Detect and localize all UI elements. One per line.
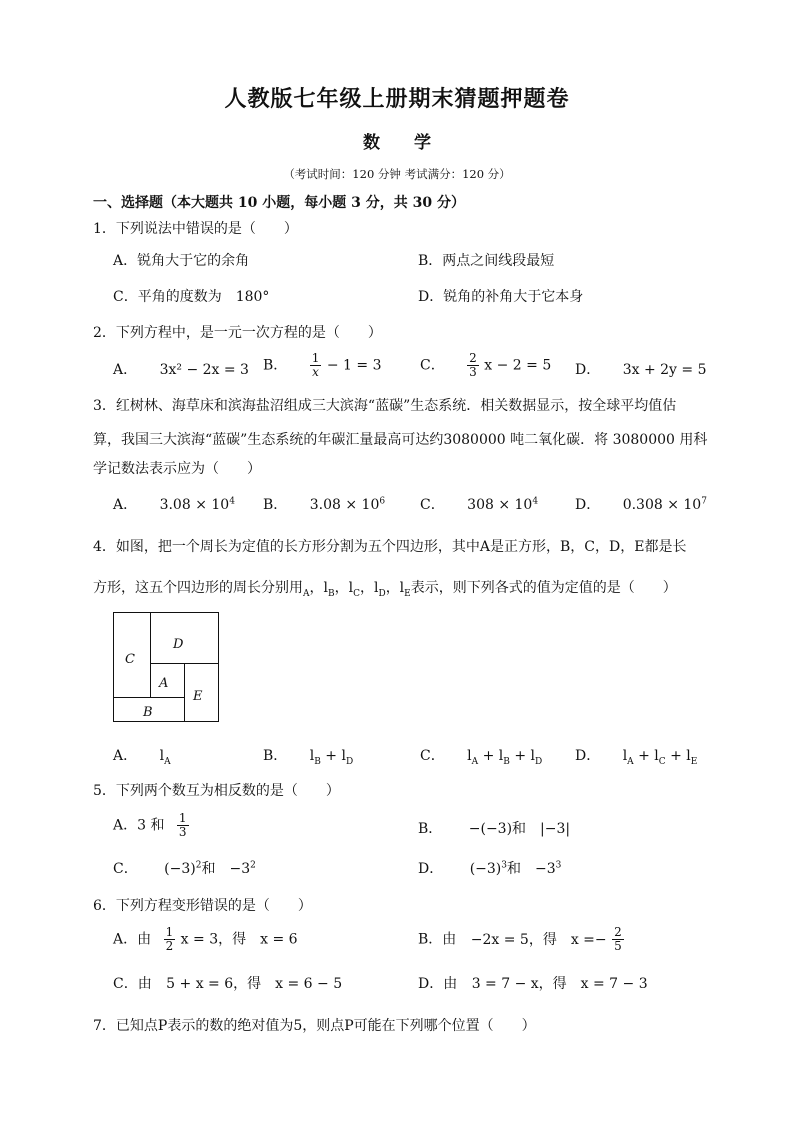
math-run: + l: [665, 748, 691, 764]
q4-option-a: [113, 745, 171, 767]
question-1-stem: 1．下列说法中错误的是（ ）: [93, 221, 298, 237]
q3-d-base: 0.308 × 10: [622, 497, 702, 513]
option-label: C．: [420, 357, 445, 374]
exam-info: （考试时间：120 分钟 考试满分：120 分）: [283, 167, 511, 181]
text-run: ，l: [359, 580, 379, 596]
q6-option-c: [113, 973, 342, 993]
superscript: 3: [501, 860, 507, 871]
math-run: 3 = 7 − x，得 x = 7 − 3: [471, 976, 648, 992]
math-run: l: [467, 748, 472, 764]
math-run: l: [159, 748, 165, 764]
q4-option-c: [420, 745, 542, 767]
denominator: 5: [614, 939, 622, 953]
q6-option-d: [418, 973, 648, 993]
math-run: + l: [633, 748, 659, 764]
question-4-line-1: 4．如图，把一个周长为定值的长方形分割为五个四边形，其中A是正方形，B，C，D，E都是长: [93, 539, 687, 555]
subscript: D: [378, 588, 386, 599]
option-label: C．: [420, 497, 445, 513]
math-run: l: [622, 748, 628, 764]
option-label: D．: [575, 748, 601, 764]
subscript: E: [404, 588, 411, 599]
superscript: 2: [250, 860, 256, 871]
section-heading: 一、选择题（本大题共 10 小题，每小题 3 分，共 30 分）: [93, 195, 465, 211]
subscript: B: [314, 756, 321, 767]
text-run: ，l: [385, 580, 405, 596]
option-label: D．: [418, 861, 444, 877]
q3-option-c: [420, 494, 538, 514]
q1-option-c: C．平角的度数为 180°: [113, 289, 270, 305]
question-4-line-2: [93, 577, 677, 599]
q6-b-fraction: [612, 926, 624, 953]
q3-b-exp: 6: [379, 496, 386, 507]
math-run: + l: [478, 748, 504, 764]
option-label: A．: [113, 362, 138, 378]
q2-c-fraction: [467, 352, 479, 379]
option-label: B．: [418, 821, 443, 837]
option-label: D．: [575, 362, 601, 378]
option-label: D．由: [418, 976, 458, 992]
subscript: A: [164, 756, 171, 767]
math-run: l: [309, 748, 315, 764]
numerator: 1: [178, 811, 187, 825]
option-label: A．3 和: [113, 817, 165, 834]
q2-a-expr: 3x² − 2x = 3: [159, 362, 249, 378]
text-run: ，l: [334, 580, 354, 596]
q5-option-b: [418, 818, 570, 838]
text-run: 表示，则下列各式的值为定值的是（ ）: [410, 580, 677, 596]
denominator: 2: [165, 939, 174, 953]
numerator: 2: [614, 925, 622, 939]
subscript: C: [658, 756, 666, 767]
outer-rectangle: [114, 613, 219, 722]
question-3-line-1: 3．红树林、海草床和滨海盐沼组成三大滨海“蓝碳”生态系统．相关数据显示，按全球平均值估: [93, 398, 677, 414]
q2-d-expr: 3x + 2y = 5: [622, 362, 707, 378]
q2-option-c: [420, 352, 551, 379]
superscript: 2: [195, 860, 202, 871]
q2-b-fraction: [310, 352, 322, 379]
q1-option-a: A．锐角大于它的余角: [113, 253, 250, 269]
question-2-stem: 2．下列方程中，是一元一次方程的是（ ）: [93, 325, 382, 341]
question-6-stem: 6．下列方程变形错误的是（ ）: [93, 898, 312, 914]
option-label: C．: [113, 861, 138, 877]
option-label: B．由: [418, 931, 457, 948]
q1-option-d: D．锐角的补角大于它本身: [418, 289, 584, 305]
denominator: 3: [178, 825, 187, 839]
option-label: D．: [575, 497, 601, 513]
option-label: C．由: [113, 976, 152, 992]
q3-c-exp: 4: [532, 496, 539, 507]
q5-option-c: [113, 858, 256, 878]
subscript: D: [535, 756, 543, 767]
page-title: 人教版七年级上册期末猜题押题卷: [224, 86, 570, 112]
q6-a-fraction: [164, 926, 176, 953]
option-label: C．: [420, 748, 445, 764]
q6-option-b: [418, 926, 625, 953]
text-run: ，l: [309, 580, 328, 596]
q4-option-b: [263, 745, 353, 767]
math-run: 5 + x = 6，得 x = 6 − 5: [166, 976, 343, 992]
rectangle-partition-figure: [113, 612, 219, 722]
q3-c-base: 308 × 10: [467, 497, 533, 513]
figure-svg: [113, 612, 219, 722]
math-run: 和 −3: [506, 861, 556, 877]
question-3-line-2: 算，我国三大滨海“蓝碳”生态系统的年碳汇量最高可达约3080000 吨二氧化碳．将 3080000 用科: [93, 432, 708, 448]
option-label: A．: [113, 497, 138, 513]
q3-b-base: 3.08 × 10: [309, 497, 380, 513]
option-label: A．由: [113, 931, 152, 948]
option-label: B．: [263, 748, 288, 764]
option-label: A．: [113, 748, 138, 764]
label-d: D: [173, 637, 184, 652]
text-run: 方形，这五个四边形的周长分别用: [93, 580, 303, 596]
subscript: E: [690, 756, 698, 767]
math-run: −(−3)和 |−3|: [468, 821, 571, 837]
subject-title: 数 学: [363, 133, 445, 153]
question-3-line-3: 学记数法表示应为（ ）: [93, 461, 261, 477]
q5-option-d: [418, 858, 561, 878]
denominator: x: [312, 365, 319, 379]
q3-option-d: [575, 494, 707, 514]
denominator: 3: [469, 365, 477, 379]
q3-d-exp: 7: [701, 496, 707, 507]
q3-option-b: [263, 494, 385, 514]
math-run: + l: [509, 748, 535, 764]
math-run: (−3): [164, 861, 196, 877]
q6-option-a: [113, 926, 298, 953]
q1-option-b: B．两点之间线段最短: [418, 253, 555, 269]
label-a: A: [159, 676, 169, 691]
math-run: x = 3，得 x = 6: [180, 931, 298, 948]
subscript: D: [345, 756, 354, 767]
q5-a-fraction: [177, 812, 189, 839]
math-run: + l: [320, 748, 346, 764]
superscript: 3: [555, 860, 562, 871]
q2-option-a: [113, 359, 249, 379]
q2-b-rest: − 1 = 3: [326, 357, 382, 374]
subscript: C: [353, 588, 360, 599]
q2-option-b: [263, 352, 381, 379]
numerator: 1: [165, 925, 174, 939]
subscript: B: [327, 588, 335, 599]
subscript: A: [627, 756, 634, 767]
q2-c-rest: x − 2 = 5: [484, 357, 552, 374]
q3-a-exp: 4: [229, 496, 235, 507]
option-label: B．: [263, 357, 288, 374]
q4-option-d: [575, 745, 697, 767]
label-b: B: [143, 705, 153, 720]
question-5-stem: 5．下列两个数互为相反数的是（ ）: [93, 783, 340, 799]
math-run: −2x = 5，得 x =−: [470, 931, 607, 948]
label-e: E: [193, 689, 203, 704]
q5-option-a: [113, 812, 190, 839]
q3-option-a: [113, 494, 235, 514]
label-c: C: [125, 652, 135, 667]
q3-a-base: 3.08 × 10: [159, 497, 230, 513]
question-7-stem: 7．已知点P表示的数的绝对值为5，则点P可能在下列哪个位置（ ）: [93, 1018, 536, 1034]
math-run: 和 −3: [201, 861, 251, 877]
math-run: (−3): [469, 861, 502, 877]
subscript: A: [303, 588, 310, 599]
option-label: B．: [263, 497, 288, 513]
numerator: 2: [469, 351, 477, 365]
subscript: B: [503, 756, 510, 767]
q2-option-d: [575, 359, 706, 379]
numerator: 1: [311, 351, 320, 365]
subscript: A: [471, 756, 479, 767]
